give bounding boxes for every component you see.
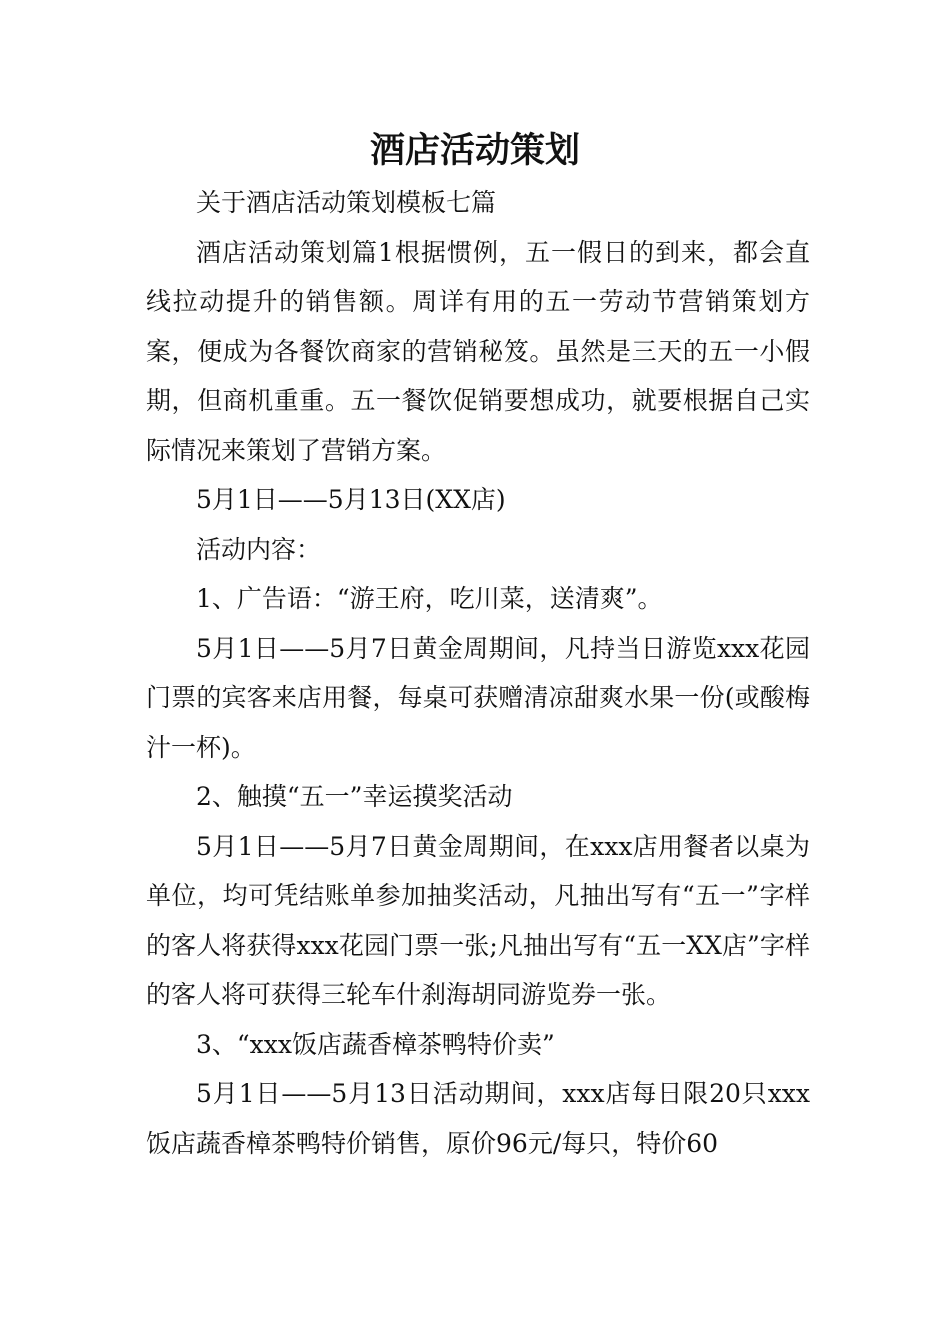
item-2-heading: 2、触摸“五一”幸运摸奖活动	[196, 782, 513, 811]
subtitle-paragraph: 关于酒店活动策划模板七篇	[196, 188, 497, 217]
document-body	[146, 178, 810, 1168]
item-1-paragraph: 5月1日——5月7日黄金周期间，凡持当日游览xxx花园门票的宾客来店用餐，每桌可获赠清凉甜爽水果一份(或酸梅汁一杯)。	[146, 633, 810, 762]
item-2-paragraph: 5月1日——5月7日黄金周期间，在xxx店用餐者以桌为单位，均可凭结账单参加抽奖活动，凡抽出写有“五一”字样的客人将获得xxx花园门票一张;凡抽出写有“五一XX店”字样的客人将可获得三轮车什刹海胡同游览券一张。	[146, 831, 810, 1009]
item-3-heading: 3、“xxx饭店蔬香樟茶鸭特价卖”	[196, 1029, 555, 1059]
intro-paragraph: 酒店活动策划篇1根据惯例，五一假日的到来，都会直线拉动提升的销售额。周详有用的五一劳动节营销策划方案，便成为各餐饮商家的营销秘笈。虽然是三天的五一小假期，但商机重重。五一餐饮促销要想成功，就要根据自己实际情况来策划了营销方案。	[146, 237, 810, 465]
date-range-paragraph: 5月1日——5月13日(XX店)	[196, 485, 506, 514]
activity-content-heading: 活动内容：	[196, 534, 322, 564]
item-1-heading: 1、广告语：“游王府，吃川菜，送清爽”。	[196, 584, 663, 613]
document-title: 酒店活动策划	[369, 131, 580, 171]
item-3-paragraph: 5月1日——5月13日活动期间，xxx店每日限20只xxx饭店蔬香樟茶鸭特价销售，原价96元/每只，特价60	[146, 1079, 810, 1158]
